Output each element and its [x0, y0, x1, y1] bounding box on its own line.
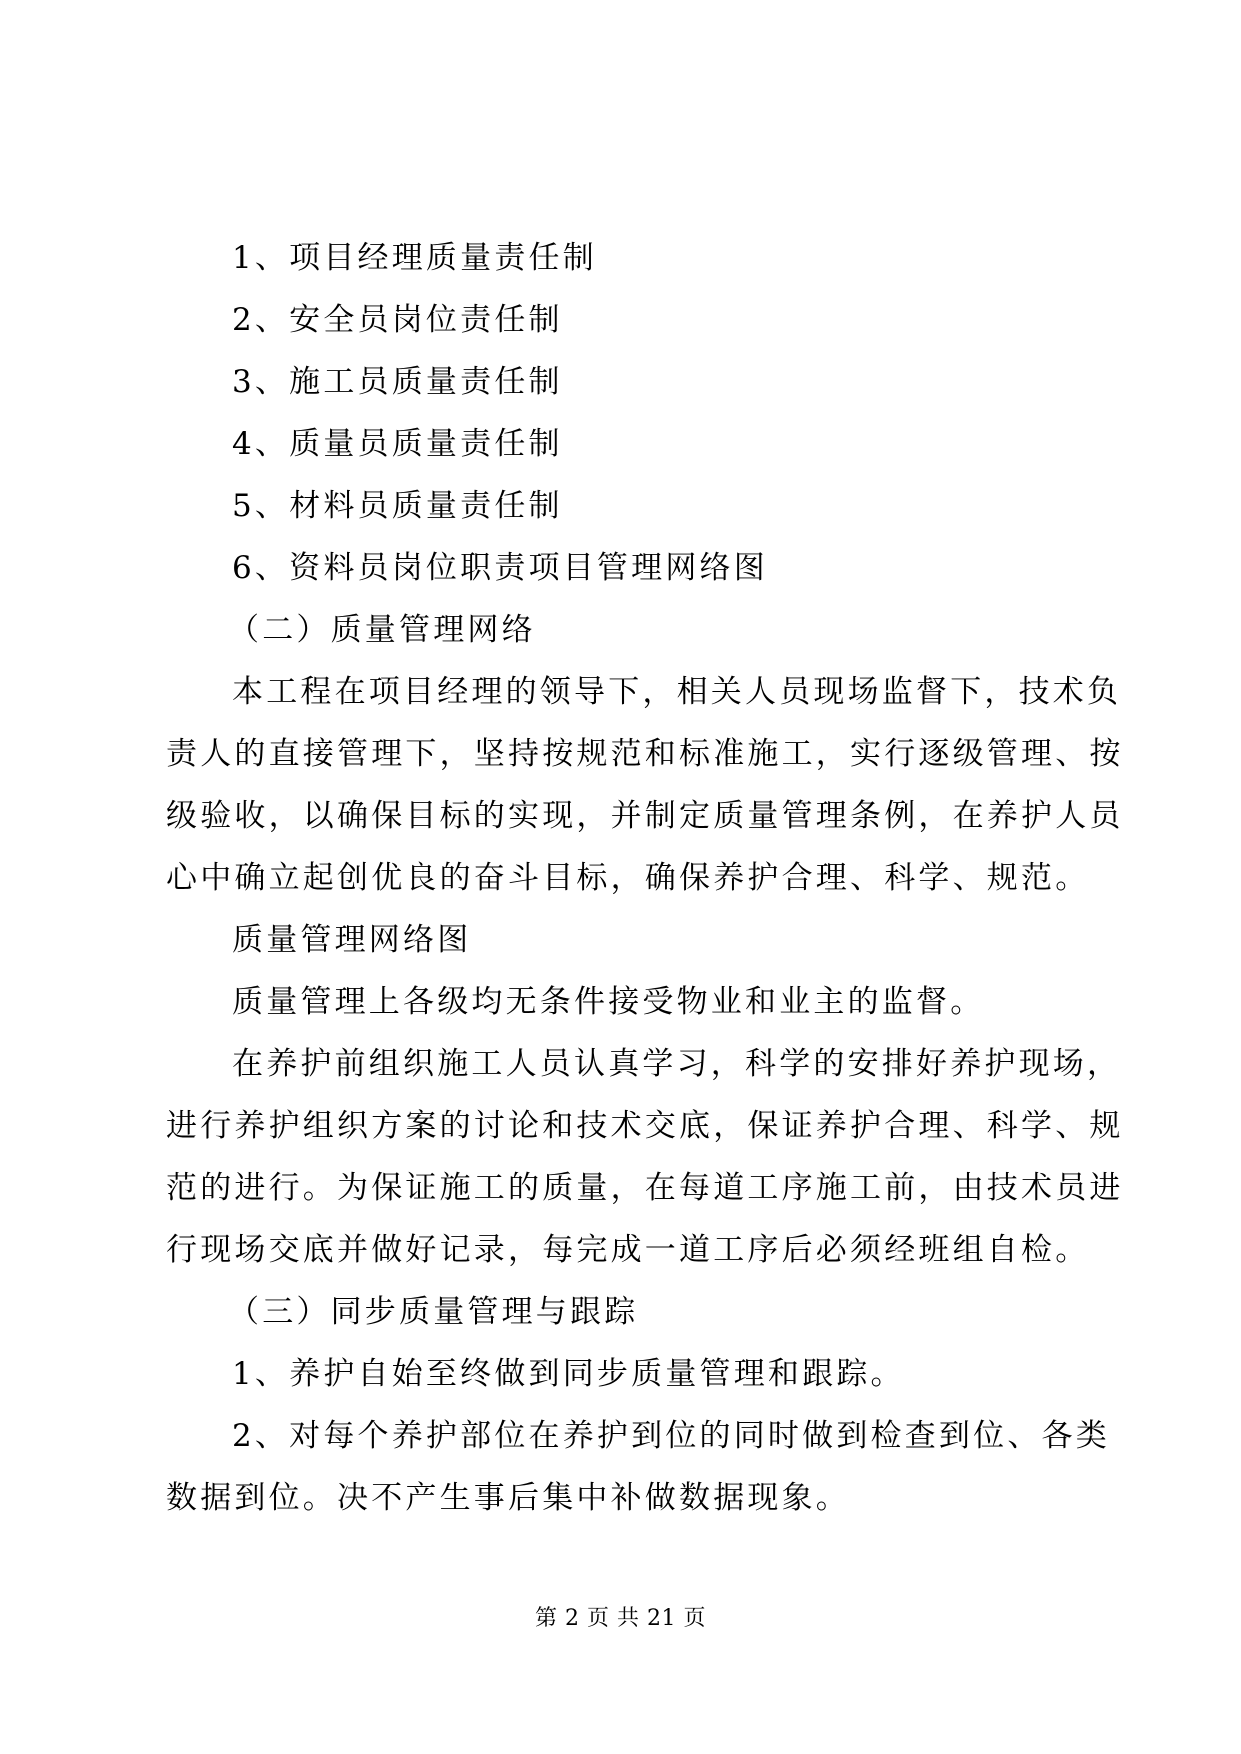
list-item-1: 1、项目经理质量责任制: [232, 240, 597, 276]
section-heading-3: （三）同步质量管理与跟踪: [228, 1294, 639, 1330]
paragraph-line: 行现场交底并做好记录，每完成一道工序后必须经班组自检。: [166, 1232, 1090, 1268]
paragraph-line: 数据到位。决不产生事后集中补做数据现象。: [166, 1480, 850, 1516]
list-item-5: 5、材料员质量责任制: [232, 488, 563, 524]
list-item-2: 2、对每个养护部位在养护到位的同时做到检查到位、各类: [232, 1418, 1110, 1454]
figure-caption: 质量管理网络图: [232, 922, 472, 958]
paragraph-line: 本工程在项目经理的领导下，相关人员现场监督下，技术负: [232, 674, 1122, 710]
section-heading-2: （二）质量管理网络: [228, 612, 536, 648]
list-item-1: 1、养护自始至终做到同步质量管理和跟踪。: [232, 1356, 905, 1392]
paragraph-line: 责人的直接管理下，坚持按规范和标准施工，实行逐级管理、按: [166, 736, 1124, 772]
document-body: [166, 227, 1124, 1529]
paragraph-line: 级验收，以确保目标的实现，并制定质量管理条例，在养护人员: [166, 798, 1124, 834]
list-item-2: 2、安全员岗位责任制: [232, 302, 563, 338]
paragraph-line: 进行养护组织方案的讨论和技术交底，保证养护合理、科学、规: [166, 1108, 1124, 1144]
list-item-3: 3、施工员质量责任制: [232, 364, 563, 400]
paragraph-line: 心中确立起创优良的奋斗目标，确保养护合理、科学、规范。: [166, 860, 1090, 896]
list-item-6: 6、资料员岗位职责项目管理网络图: [232, 550, 768, 586]
page-number-footer: 第 2 页 共 21 页: [535, 1606, 706, 1631]
list-item-4: 4、质量员质量责任制: [232, 426, 563, 462]
paragraph-line: 在养护前组织施工人员认真学习，科学的安排好养护现场，: [232, 1046, 1122, 1082]
paragraph-line: 质量管理上各级均无条件接受物业和业主的监督。: [232, 984, 985, 1020]
paragraph-line: 范的进行。为保证施工的质量，在每道工序施工前，由技术员进: [166, 1170, 1124, 1206]
